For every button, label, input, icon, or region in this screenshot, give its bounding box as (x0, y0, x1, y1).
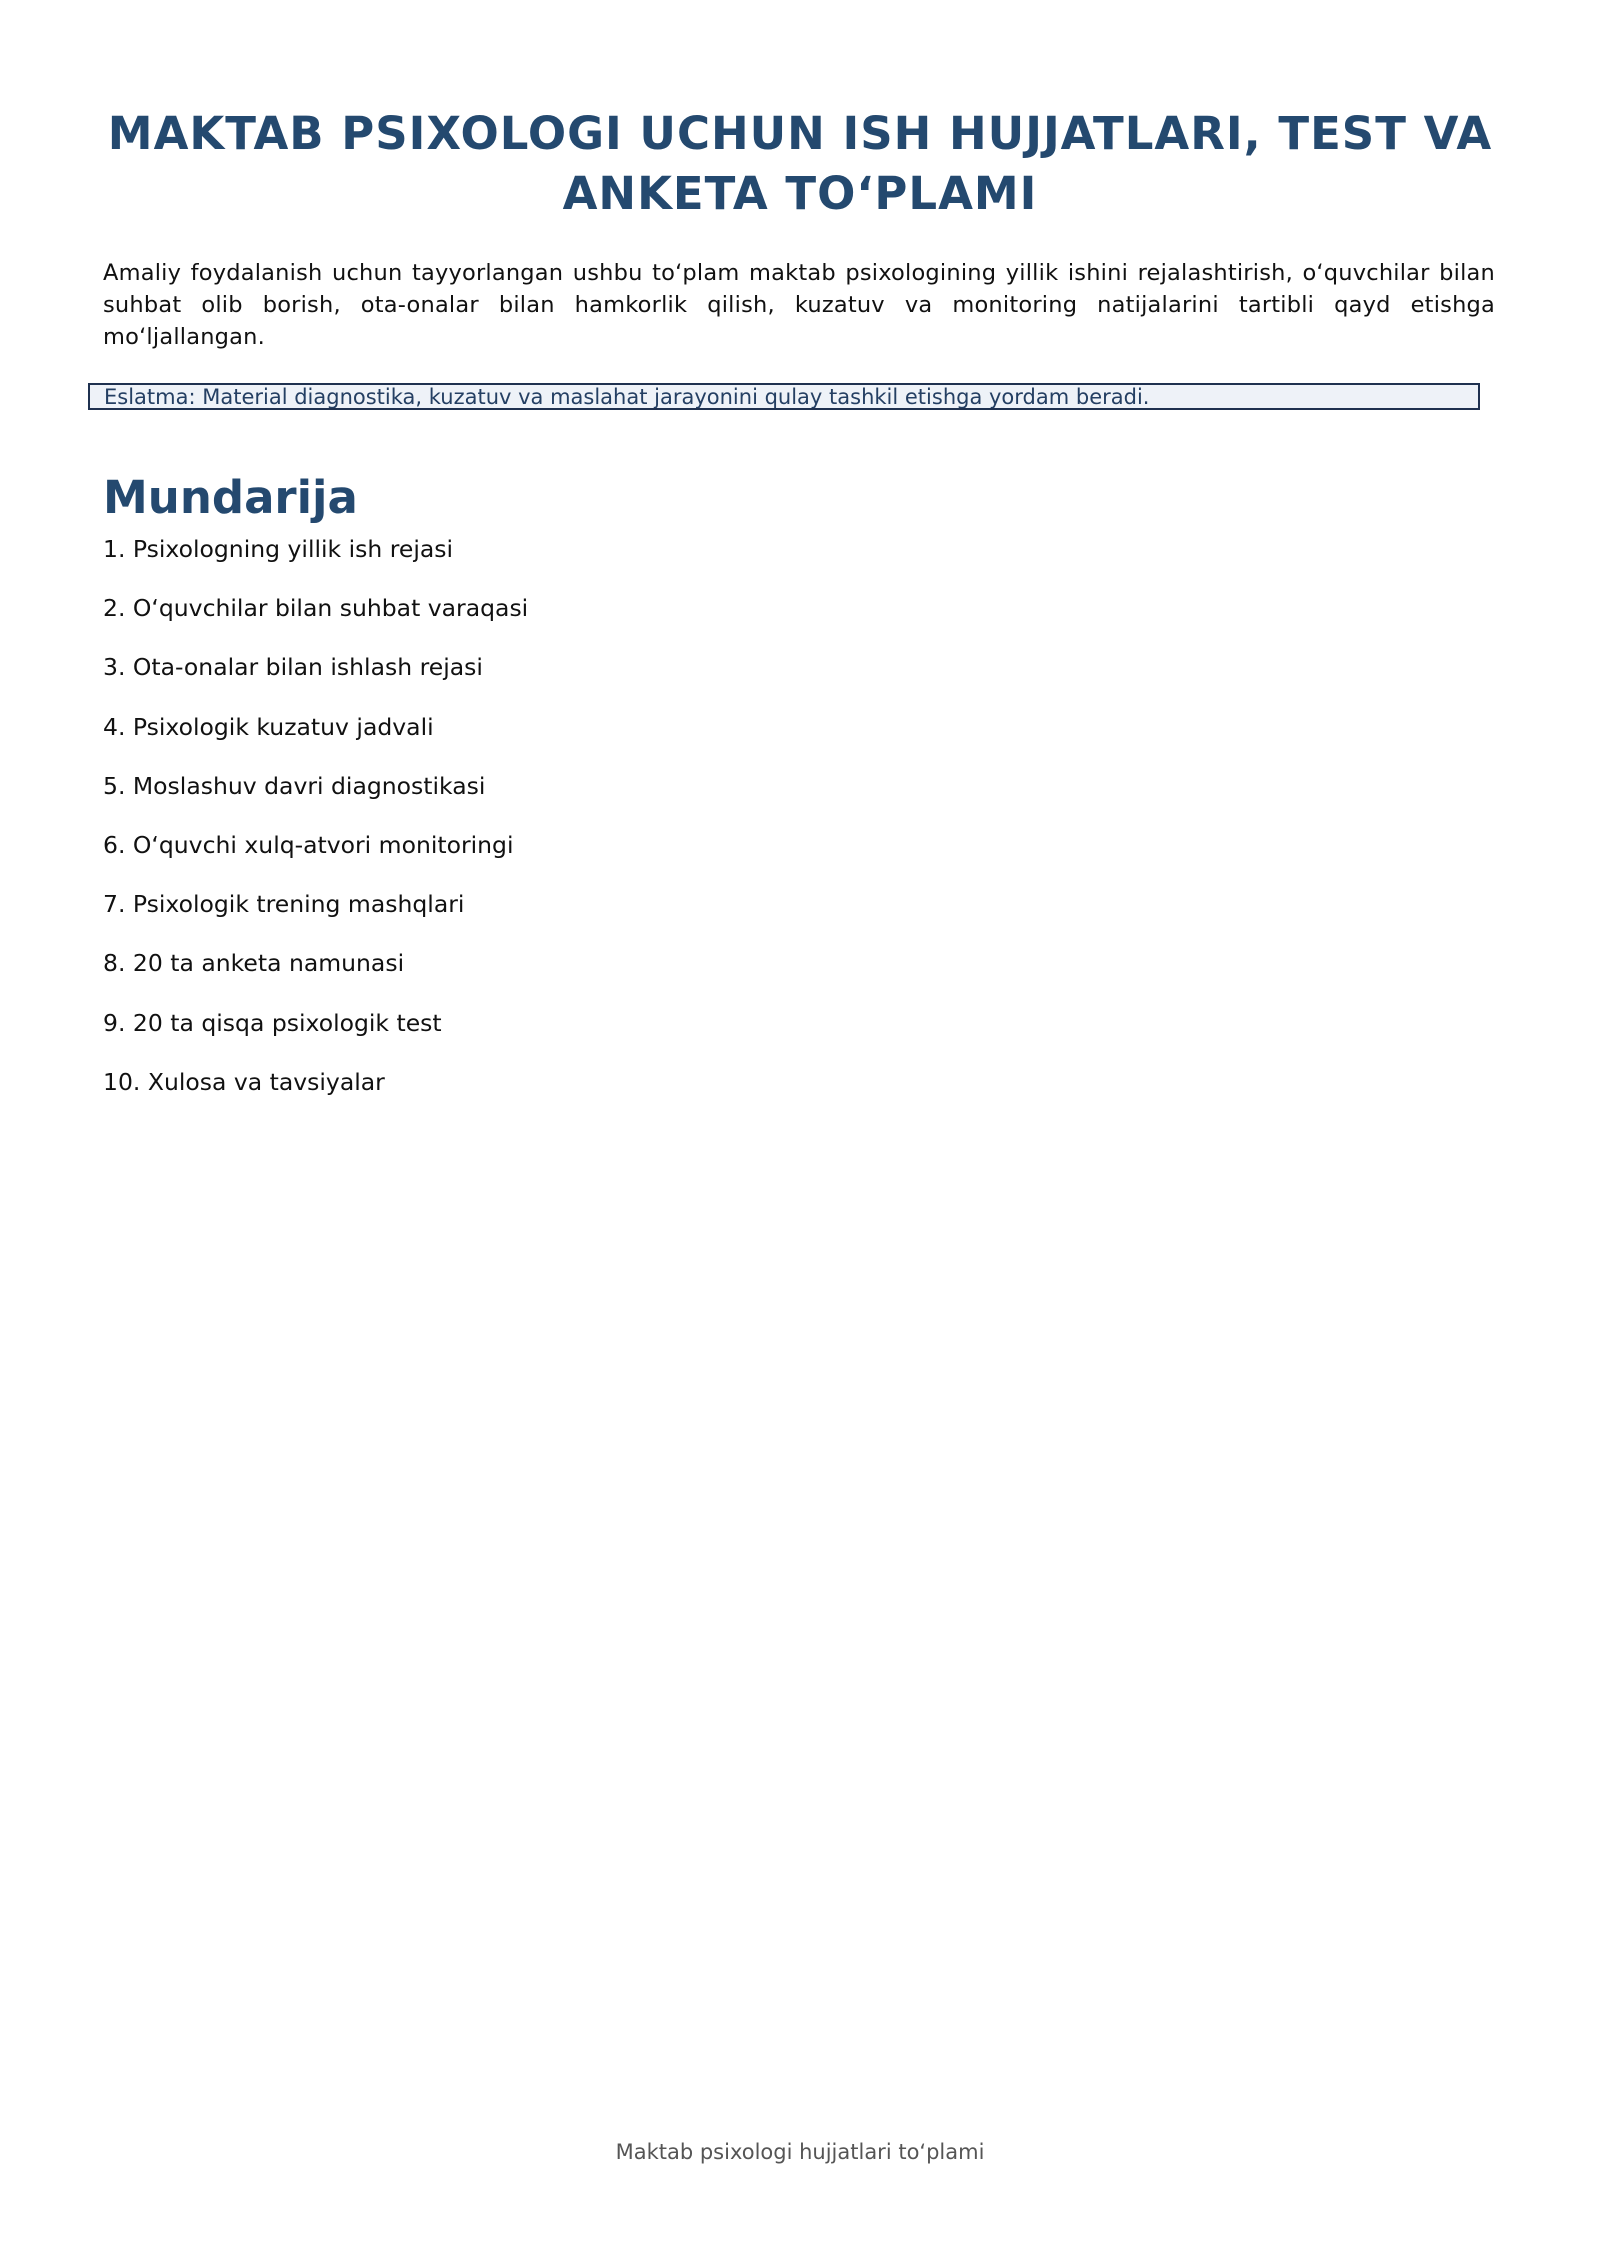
toc-item-1: 1. Psixologning yillik ish rejasi (103, 535, 454, 563)
toc-item-5: 5. Moslashuv davri diagnostikasi (103, 771, 486, 800)
page-footer: Maktab psixologi hujjatlari to‘plami (615, 2140, 985, 2164)
intro-paragraph: Amaliy foydalanish uchun tayyorlangan ushbu to‘plam maktab psixologining yillik ishini rejalashtirish, o‘quvchilar bilan suhbat olib borish, ota-onalar bilan hamkorlik qilish, kuzatuv va monitoring natijalarini tartibli qayd etishga mo‘ljallangan. (103, 260, 1495, 350)
toc-item-7: 7. Psixologik trening mashqlari (103, 890, 465, 919)
toc-item-2: 2. O‘quvchilar bilan suhbat varaqasi (103, 594, 529, 623)
toc-item-8: 8. 20 ta anketa namunasi (103, 949, 405, 978)
toc-item-10: 10. Xulosa va tavsiyalar (103, 1067, 385, 1096)
toc-item-3: 3. Ota-onalar bilan ishlash rejasi (103, 653, 483, 682)
toc-heading: Mundarija (103, 471, 358, 524)
note-box: Eslatma: Material diagnostika, kuzatuv va maslahat jarayonini qulay tashkil etishga yordam beradi. (88, 383, 1480, 410)
toc-item-4: 4. Psixologik kuzatuv jadvali (103, 712, 434, 741)
toc-list (103, 528, 528, 1120)
toc-item-6: 6. O‘quvchi xulq-atvori monitoringi (103, 830, 514, 859)
document-title: MAKTAB PSIXOLOGI UCHUN ISH HUJJATLARI, TEST VA ANKETA TO‘PLAMI (107, 107, 1493, 220)
toc-item-9: 9. 20 ta qisqa psixologik test (103, 1008, 442, 1037)
